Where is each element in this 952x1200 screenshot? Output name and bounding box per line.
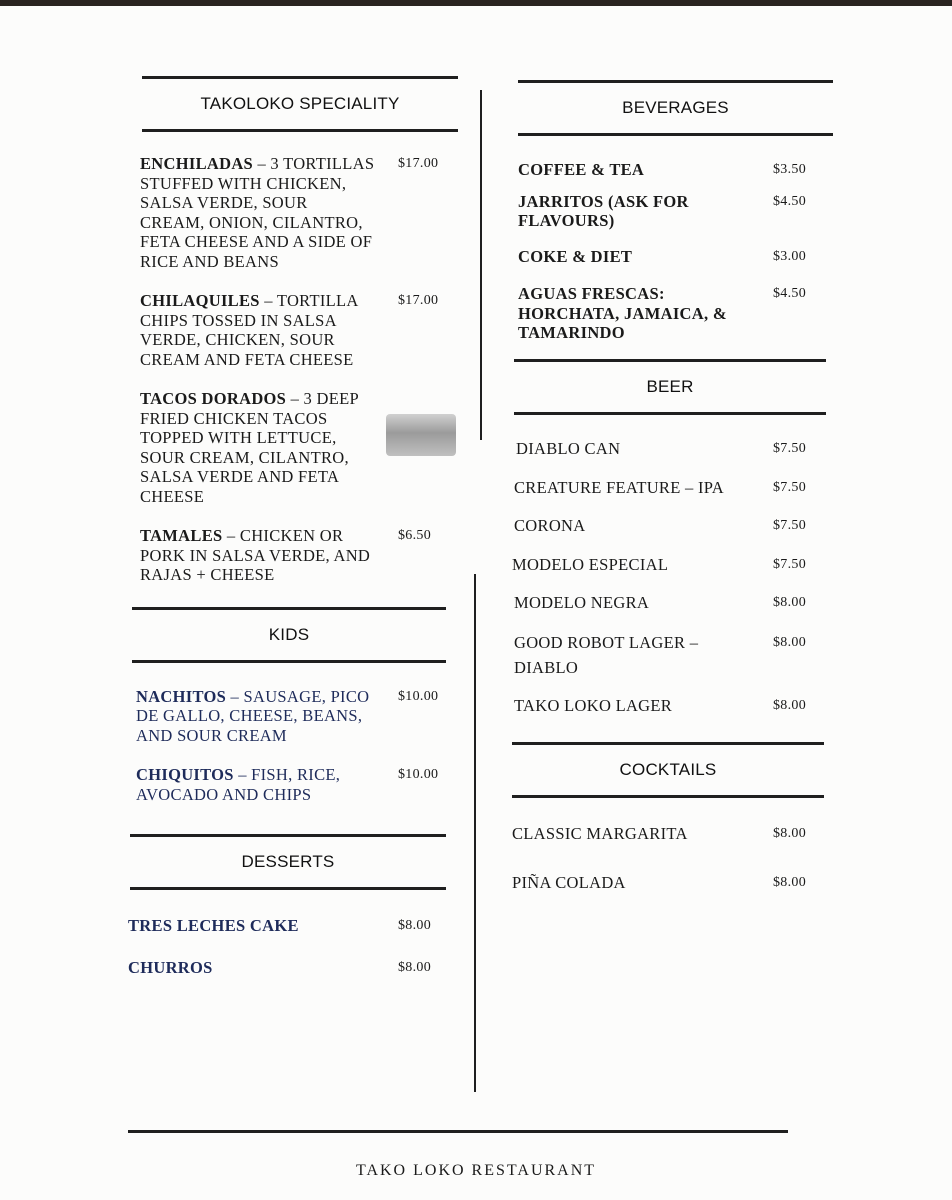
item-name: AGUAS FRESCAS: HORCHATA, JAMAICA, & TAMARINDO (518, 284, 727, 342)
item-price: $3.00 (773, 248, 806, 264)
menu-item-diablo-can (516, 439, 833, 459)
item-price: $8.00 (773, 635, 806, 650)
item-name: CHURROS (128, 957, 213, 977)
item-name: DIABLO CAN (516, 438, 621, 458)
menu-item-tamales (140, 526, 458, 585)
item-description: – 3 TORTILLAS STUFFED WITH CHICKEN, SALSA VERDE, SOUR CREAM, ONION, CILANTRO, FETA CHEESE AND A SIDE OF RICE AND BEANS (140, 154, 375, 271)
menu-item-good-robot (514, 630, 833, 680)
item-price: $10.00 (398, 767, 439, 782)
menu-item-coffee-tea (518, 160, 833, 180)
item-price: $8.00 (398, 959, 431, 975)
section-header-kids (132, 607, 446, 663)
item-name: TAKO LOKO LAGER (514, 696, 673, 715)
section-title: COCKTAILS (619, 759, 717, 779)
item-name: PIÑA COLADA (512, 873, 626, 892)
section-header-desserts (130, 834, 446, 890)
item-price: $7.50 (773, 517, 806, 533)
column-divider-bottom (474, 574, 476, 1092)
item-description: – FISH, RICE, AVOCADO AND CHIPS (136, 765, 341, 804)
menu-item-creature-feature (514, 478, 833, 498)
section-title: BEER (646, 376, 694, 396)
menu-page (0, 6, 952, 1200)
menu-item-enchiladas (140, 154, 458, 271)
item-price: $17.00 (398, 156, 439, 171)
section-header-speciality (142, 76, 458, 132)
menu-item-corona (514, 516, 833, 536)
menu-item-modelo-especial (512, 555, 833, 575)
item-price: $7.50 (773, 557, 806, 572)
item-description: – 3 DEEP FRIED CHICKEN TACOS TOPPED WITH LETTUCE, SOUR CREAM, CILANTRO, SALSA VERDE AND FETA CHEESE (140, 389, 359, 506)
item-price: $6.50 (398, 528, 431, 543)
price-sticker (386, 414, 456, 456)
section-header-beverages (518, 80, 833, 136)
item-price: $4.50 (773, 193, 806, 209)
item-name: CHIQUITOS (136, 765, 234, 784)
item-name: TACOS DORADOS (140, 389, 287, 408)
item-name: COKE & DIET (518, 246, 633, 266)
menu-item-churros (128, 958, 458, 978)
item-price: $8.00 (398, 918, 431, 933)
item-name: CLASSIC MARGARITA (512, 823, 688, 843)
menu-item-chiquitos (136, 765, 458, 804)
right-column (508, 80, 833, 893)
menu-item-modelo-negra (514, 593, 833, 613)
section-title: DESSERTS (241, 852, 335, 871)
section-title: TAKOLOKO SPECIALITY (200, 94, 400, 113)
item-name: MODELO NEGRA (514, 592, 650, 612)
item-name: TAMALES (140, 526, 223, 545)
item-price: $8.00 (773, 594, 806, 610)
item-name: MODELO ESPECIAL (512, 555, 669, 574)
item-name: CORONA (514, 515, 586, 535)
item-price: $8.00 (773, 698, 806, 713)
item-name: TRES LECHES CAKE (128, 916, 299, 935)
item-name: JARRITOS (ASK FOR FLAVOURS) (518, 191, 689, 230)
left-column (128, 76, 458, 977)
column-divider-top (480, 90, 482, 440)
section-title: BEVERAGES (622, 98, 729, 117)
item-price: $3.50 (773, 162, 806, 177)
item-price: $8.00 (773, 825, 806, 841)
item-description: – CHICKEN OR PORK IN SALSA VERDE, AND RAJAS + CHEESE (140, 526, 371, 584)
menu-item-jarritos (518, 192, 833, 231)
menu-item-nachitos (136, 687, 458, 746)
item-price: $4.50 (773, 286, 806, 301)
menu-item-pina-colada (512, 873, 833, 893)
item-description: – SAUSAGE, PICO DE GALLO, CHEESE, BEANS, AND SOUR CREAM (136, 686, 370, 745)
section-header-cocktails (512, 742, 824, 798)
item-name: COFFEE & TEA (518, 160, 645, 179)
menu-item-aguas-frescas (518, 284, 833, 343)
item-name: CREATURE FEATURE – IPA (514, 478, 724, 497)
menu-item-tako-loko-lager (514, 696, 833, 716)
menu-item-margarita (512, 824, 833, 844)
menu-item-tres-leches (128, 916, 458, 936)
menu-item-chilaquiles (140, 291, 458, 369)
item-price: $8.00 (773, 875, 806, 890)
item-name: NACHITOS (136, 686, 227, 706)
item-name: GOOD ROBOT LAGER – DIABLO (514, 633, 699, 677)
footer-divider (128, 1130, 788, 1133)
item-description: – TORTILLA CHIPS TOSSED IN SALSA VERDE, CHICKEN, SOUR CREAM AND FETA CHEESE (140, 291, 358, 369)
section-header-beer (514, 359, 826, 415)
item-name: ENCHILADAS (140, 154, 254, 173)
item-price: $7.50 (773, 480, 806, 495)
menu-item-coke (518, 247, 833, 267)
restaurant-name-footer: TAKO LOKO RESTAURANT (355, 1162, 597, 1179)
item-price: $17.00 (398, 293, 439, 308)
item-name: CHILAQUILES (140, 291, 260, 310)
item-price: $7.50 (773, 440, 806, 456)
item-price: $10.00 (398, 688, 439, 704)
section-title: KIDS (268, 624, 310, 644)
